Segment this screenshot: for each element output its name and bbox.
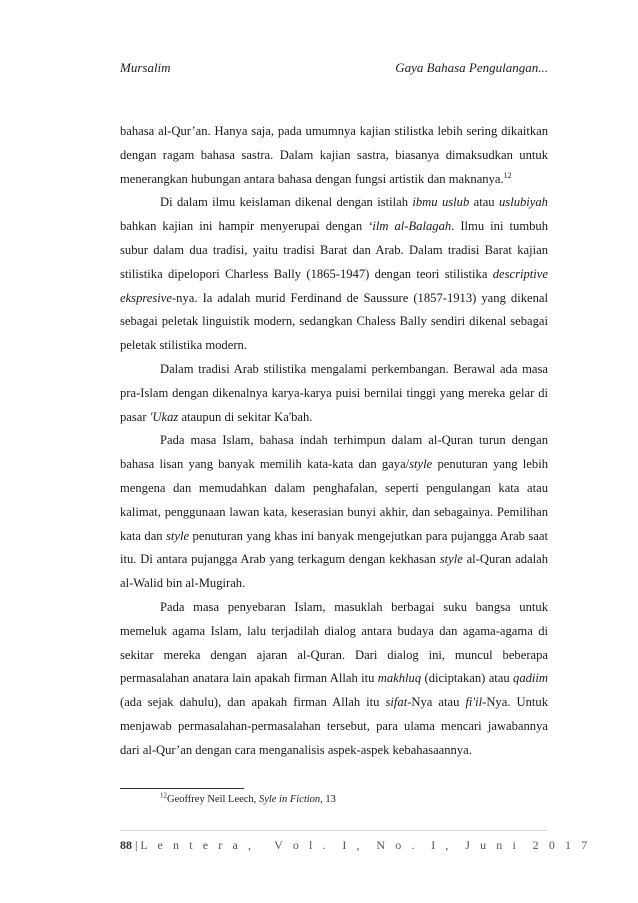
footnote-number: 12 [160, 791, 167, 800]
paragraph-text: -Nya atau [407, 695, 466, 710]
paragraph-text: bahkan kajian ini hampir menyerupai dengan [120, 219, 369, 234]
main-text [120, 120, 548, 763]
italic-term: sifat [385, 695, 408, 710]
paragraph-text: atau [469, 195, 499, 210]
italic-term: descriptive ekspresive [120, 266, 548, 305]
paragraph-text: -Nya. Untuk menjawab permasalahan-permasalahan tersebut, para ulama mencari jawabannya dari al-Qur’an dengan cara menganalisis aspek-aspek kebahasaannya. [120, 695, 548, 757]
italic-term: style [409, 457, 433, 472]
paragraph-text: Di dalam ilmu keislaman dikenal dengan istilah [160, 195, 413, 210]
footnote-author: Geoffrey Neil Leech, [167, 794, 259, 805]
footnote [160, 791, 336, 805]
footnote-ref: 12 [503, 170, 512, 180]
paragraph-5 [120, 596, 548, 763]
footnote-page: 13 [322, 794, 336, 805]
running-header-author: Mursalim [120, 60, 171, 75]
paragraph-text: (diciptakan) atau [421, 671, 514, 686]
paragraph-text: penuturan yang lebih mengena dan memudahkan dalam penghafalan, seperti pengulangan kata atau kalimat, penggunaan lawan kata, keserasian bunyi akhir, dan sebagainya. Pemilihan kata dan [120, 457, 548, 543]
paragraph-text: penuturan yang khas ini banyak mengejutkan para pujangga Arab saat itu. Di antara pujangga Arab yang terkagum dengan kekhasan [120, 528, 548, 567]
paragraph-text: bahasa al-Qur’an. Hanya saja, pada umumnya kajian stilistka lebih sering dikaitkan dengan ragam bahasa sastra. Dalam kajian sastra, biasanya dimaksudkan untuk menerangkan hubungan antara bahasa dengan fungsi artistik dan maknanya. [120, 124, 548, 186]
page-footer [120, 838, 591, 853]
page-number: 88 [120, 838, 132, 852]
italic-term: ibmu uslub [412, 195, 470, 210]
footer-divider [120, 830, 548, 831]
italic-term: style [439, 552, 463, 567]
paragraph-text: ataupun di sekitar Ka'bah. [178, 409, 313, 424]
italic-term: style [166, 528, 190, 543]
italic-term: ‘ilm al-Balagah [368, 219, 452, 234]
paragraph-text: Pada masa penyebaran Islam, masuklah berbagai suku bangsa untuk memeluk agama Islam, lalu terjadilah dialog antara budaya dan agama-agama di sekitar mereka dengan ajaran al-Quran. Dari dialog ini, muncul beberapa permasalahan anatara lain apakah firman Allah itu [120, 599, 548, 686]
paragraph-3 [120, 358, 548, 429]
italic-term: makhluq [377, 671, 422, 686]
italic-term: qadiim [513, 671, 549, 686]
paragraph-2 [120, 191, 548, 358]
italic-term: fi'il [465, 695, 483, 710]
footnote-book-title: Syle in Fiction, [258, 794, 323, 805]
italic-term: uslubiyah [499, 195, 548, 210]
running-header-title: Gaya Bahasa Pengulangan... [395, 60, 548, 75]
paragraph-1 [120, 120, 548, 191]
paragraph-text: (ada sejak dahulu), dan apakah firman Allah itu [120, 695, 386, 710]
paragraph-text: . Ilmu ini tumbuh subur dalam dua tradisi, yaitu tradisi Barat dan Arab. Dalam tradisi Barat kajian stilistika dipelopori Charless Bally (1865-1947) dengan teori stilistika [120, 219, 549, 281]
journal-name: L e n t e r a , V o l . I , N o . I , J u n i 2 0 1 7 [140, 838, 591, 852]
italic-term: 'Ukaz [149, 409, 179, 424]
paragraph-text: Pada masa Islam, bahasa indah terhimpun dalam al-Quran turun dengan bahasa lisan yang banyak memilih kata-kata dan gaya/ [120, 433, 548, 472]
paragraph-text: Dalam tradisi Arab stilistika mengalami perkembangan. Berawal ada masa pra-Islam dengan dikenalnya karya-karya puisi bernilai tinggi yang mereka gelar di pasar [120, 361, 548, 424]
paragraph-text: al-Quran adalah al-Walid bin al-Mugirah. [120, 552, 548, 591]
paragraph-text: -nya. Ia adalah murid Ferdinand de Saussure (1857-1913) yang dikenal sebagai peletak linguistik modern, sedangkan Chaless Bally sendiri dikenal sebagai peletak stilistika modern. [120, 290, 548, 353]
footer-separator: | [132, 838, 141, 852]
footnote-divider [120, 788, 244, 789]
paragraph-4 [120, 429, 548, 596]
